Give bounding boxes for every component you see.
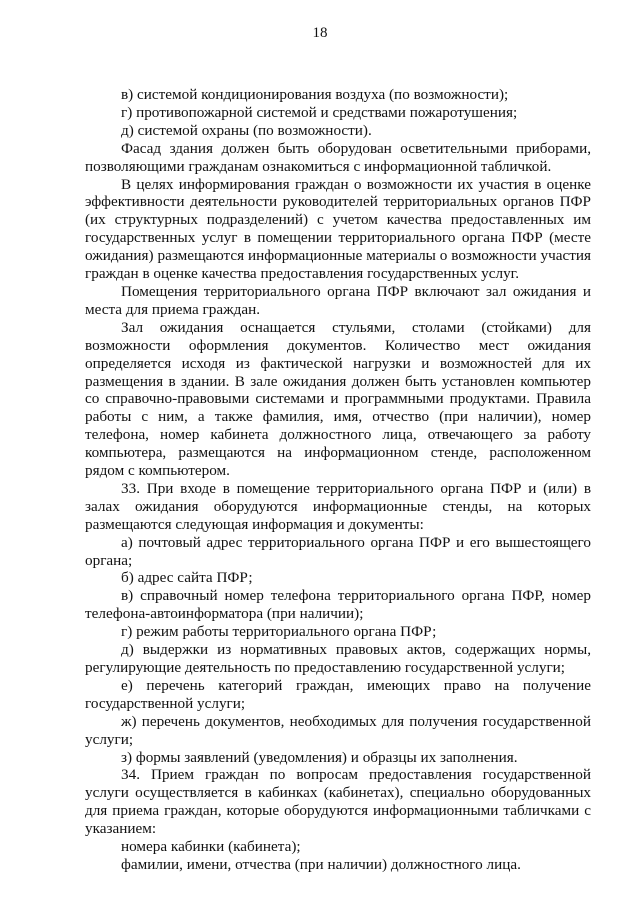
paragraph-premises: Помещения территориального органа ПФР включают зал ожидания и места для приема граждан. [85, 282, 591, 318]
list-item-g2: г) режим работы территориального органа ПФР; [121, 623, 437, 641]
list-item-booth-number: номера кабинки (кабинета); [121, 838, 301, 856]
list-item-v2: в) справочный номер телефона территориального органа ПФР, номер телефона-автоинформатора (при наличии); [85, 587, 591, 623]
paragraph-facade: Фасад здания должен быть оборудован осветительными приборами, позволяющими гражданам ознакомиться с информационной табличкой. [85, 139, 591, 175]
list-item-b: б) адрес сайта ПФР; [121, 569, 253, 587]
list-item-e: е) перечень категорий граждан, имеющих право на получение государственной услуги; [85, 676, 591, 712]
list-item-v: в) системой кондиционирования воздуха (по возможности); [121, 86, 509, 103]
list-item-g: г) противопожарной системой и средствами пожаротушения; [121, 103, 518, 121]
list-item-official-name: фамилии, имени, отчества (при наличии) должностного лица. [121, 855, 521, 873]
paragraph-waiting-hall: Зал ожидания оснащается стульями, столами (стойками) для возможности оформления документов. Количество мест ожидания определяется исходя из фактической нагрузки и возможностей для их размещения в здании. В зале ожидания должен быть установлен компьютер со справочно-правовыми системами и программными продуктами. Правила работы с ним, а также фамилия, имя, отчество (при наличии), номер телефона, номер кабинета должностного лица, отвечающего за работу компьютера, размещаются на информационном стенде, расположенном рядом с компьютером. [85, 318, 591, 480]
list-item-d2: д) выдержки из нормативных правовых актов, содержащих нормы, регулирующие деятельность по предоставлению государственной услуги; [85, 641, 591, 676]
paragraph-34: 34. Прием граждан по вопросам предоставления государственной услуги осуществляется в кабинках (кабинетах), специально оборудованных для приема граждан, которые оборудуются информационными табличками с указанием: [85, 766, 591, 838]
list-item-a: а) почтовый адрес территориального органа ПФР и его вышестоящего органа; [85, 533, 591, 569]
list-item-zh: ж) перечень документов, необходимых для получения государственной услуги; [85, 712, 591, 748]
list-item-d: д) системой охраны (по возможности). [121, 121, 372, 139]
paragraph-information: В целях информирования граждан о возможности их участия в оценке эффективности деятельности руководителей территориальных органов ПФР (их структурных подразделений) с учетом качества предоставленных им государственных услуг в помещении территориального органа ПФР (месте ожидания) размещаются информационные материалы о возможности участия граждан в оценке качества предоставления государственных услуг. [85, 175, 591, 283]
paragraph-33: 33. При входе в помещение территориального органа ПФР и (или) в залах ожидания оборудуются информационные стенды, на которых размещаются следующая информация и документы: [85, 479, 591, 533]
list-item-z: з) формы заявлений (уведомления) и образцы их заполнения. [121, 748, 518, 766]
page-number: 18 [312, 25, 328, 41]
document-body [85, 86, 591, 874]
